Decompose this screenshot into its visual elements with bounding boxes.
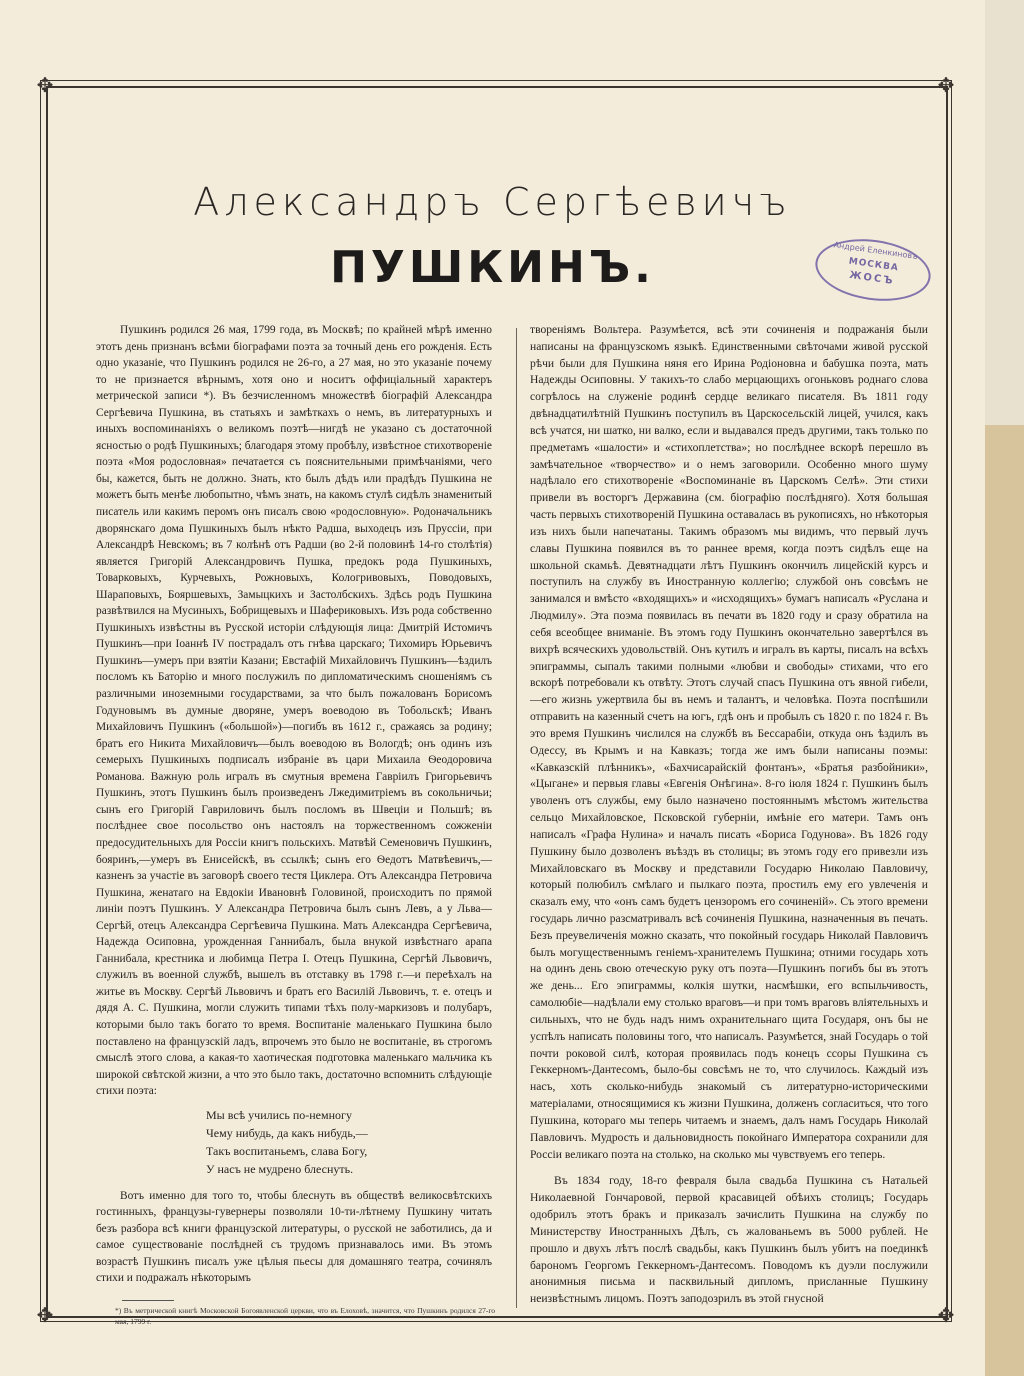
poem-line: Такъ воспитаньемъ, слава Богу, [206, 1143, 368, 1158]
poem-quote [206, 1106, 492, 1178]
left-text-column [96, 322, 492, 1287]
poem-line: Чему нибудь, да какъ нибудь,— [206, 1125, 368, 1140]
poem-line: У насъ не мудрено блеснуть. [206, 1161, 354, 1176]
right-paragraph-1: твореніямъ Вольтера. Разумѣется, всѣ эти сочиненія и подражанія были написаны на французскомъ языкѣ. Единственными свѣточами живой русской рѣчи были для Пушкина няня его Ирина Родіоновна и бабушка поэта, мать Надежды Осиповны. У такихъ-то слабо мерцающихъ огоньковъ роднаго слова согрѣлось на служеніе родинѣ сердце великаго писателя. Въ 1811 году двѣнадцатилѣтній Пушкинъ поступилъ въ Царскосельскій лицей, учился, какъ всѣ учатся, ни шатко, ни валко, если и выдавался предъ другими, такъ только по предметамъ «шалости» и «стихоплетства»; но послѣднее вскорѣ перешло въ замѣчательное «творчество» и о немъ заговорили. Особенно много шуму надѣлало его стихотвореніе «Воспоминаніе въ Царскомъ Селѣ». Эти стихи привели въ восторгъ Державина (см. біографію послѣдняго). Хотя большая часть первыхъ стихотвореній Пушкина оставалась въ рукописяхъ, но нѣкоторыя изъ нихъ были напечатаны. Такимъ образомъ мы видимъ, что первый лучъ славы Пушкина появился въ то раннее время, когда поэтъ сидѣлъ еще на школьной скамьѣ. Девятнадцати лѣтъ Пушкинъ окончилъ лицейскій курсъ и поступилъ на службу въ Иностранную коллегію; службой онъ совсѣмъ не занимался и вмѣсто «входящихъ» и «исходящихъ» бумагъ написалъ «Руслана и Людмилу». Эта поэма появилась въ печати въ 1820 году и сразу обратила на себя всеобщее вниманіе. Въ этомъ году Пушкинъ окончательно завертѣлся въ вихрѣ всяческихъ удовольствій. Онъ кутилъ и игралъ въ карты, писалъ на всѣхъ эпиграммы, сыпалъ такими полными «любви и свободы» стихами, что его вскорѣ потребовали къ отвѣту. Этотъ случай спасъ Пушкина отъ явной гибели,—его жизнь ужертвила бы въ немъ и талантъ, и человѣка. Поэта поспѣшили отправить на казенный счетъ на югъ, гдѣ онъ и пробылъ съ 1820 г. по 1824 г. Въ это время Пушкинъ числился на службѣ въ Бессарабіи, откуда онъ ѣздилъ въ Одессу, въ Крымъ и на Кавказъ; тогда же имъ были написаны поэмы: «Кавказскій плѣнникъ», «Бахчисарайскій фонтанъ», «Братья разбойники», «Цыгане» и первыя главы «Евгенія Онѣгина». 8-го іюля 1824 г. Пушкинъ былъ уволенъ отъ службы, ему было назначено постояннымъ мѣстомъ жительства сельцо Михайловское, Псковской губерніи, имѣніе его матери. Тамъ онъ написалъ «Графа Нулина» и началъ писать «Бориса Годунова». Въ 1826 году Пушкину было дозволенъ въѣздъ въ столицы; въ этомъ году его привезли изъ Михайловскаго въ Москву и представили Государю Николаю Павловичу, который полюбилъ смѣлаго и пылкаго поэта, простилъ ему его увлеченія и сказалъ ему, что «онъ самъ будетъ цензоромъ его сочиненій». Съ этого времени государь лично разсматривалъ всѣ сочиненія Пушкина, назначенныя въ печать. Безъ преувеличенія можно сказать, что покойный государь Николай Павловичъ былъ могущественнымъ геніемъ-хранителемъ Пушкина; отними государь хоть на одинъ день свою отеческую руку отъ поэта—Пушкинъ погибъ бы въ этотъ же день... Его эпиграммы, колкія шутки, насмѣшки, его вспыльчивость, самолюбіе—надѣлали ему столько враговъ—и при томъ враговъ вліятельныхъ и сильныхъ, что не будь надъ нимъ охранительнаго щита Государя, онъ бы не успѣлъ написать половины того, что написалъ. Разумѣется, знай Государь о той почти роковой силѣ, которая проявилась подъ конецъ ссоры Пушкина съ Геккерномъ-Дантесомъ, было-бы совсѣмъ не то, что случилось. Каждый изъ насъ, хоть сколько-нибудь знакомый съ литературно-историческими матеріалами, относящимися къ жизни Пушкина, долженъ согласиться, что того Пушкина, котораго мы теперь читаемъ и знаемъ, далъ намъ Государь Николай Павловичъ. Мудрость и дальновидность покойнаго Императора сохранили для Россіи великаго поэта на столько, на сколько мы чувствуемъ его теперь. [530, 323, 928, 1161]
corner-ornament-icon: ✥ [937, 73, 955, 97]
left-paragraph-2: Вотъ именно для того то, чтобы блеснуть въ обществѣ великосвѣтскихъ гостинныхъ, французы-гувернеры позволяли 10-ти-лѣтнему Пушкину читать безъ разбора всѣ книги французской литературы, о русской не заботились, да и самое существованіе послѣдней съ трудомъ признавалось ими. Въ этомъ возрастѣ Пушкинъ писалъ уже цѣлыя пьесы для домашняго театра, сочинялъ стихи и подражалъ нѣкоторымъ [96, 1189, 492, 1285]
right-text-column [530, 322, 928, 1308]
corner-ornament-icon: ✥ [36, 1303, 54, 1327]
corner-ornament-icon: ✥ [937, 1303, 955, 1327]
footnote-rule [122, 1300, 174, 1301]
right-paragraph-2: Въ 1834 году, 18-го февраля была свадьба Пушкина съ Натальей Николаевной Гончаровой, первой красавицей обѣихъ столицъ; Государь одобрилъ этотъ бракъ и приказалъ зачислить Пушкина на службу по Министерству Иностранныхъ Дѣлъ, съ жалованьемъ въ 5000 рублей. Не прошло и двухъ лѣтъ послѣ свадьбы, какъ Пушкинъ былъ убитъ на поединкѣ барономъ Георгомъ Геккерномъ-Дантесомъ. Поводомъ къ дуэли послужили анонимныя письма и пасквильный дипломъ, присланные Пушкину неизвѣстнымъ лицомъ. Поэтъ заподозрилъ въ этой гнусной [530, 1174, 928, 1306]
column-divider [516, 328, 517, 1308]
corner-ornament-icon: ✥ [36, 73, 54, 97]
stamp-city: МОСКВА [848, 256, 900, 274]
stamp-owner: Андрей Еленкиновъ [833, 240, 919, 262]
page-title-name: Александръ Сергѣевичъ [193, 180, 792, 224]
left-paragraph-1: Пушкинъ родился 26 мая, 1799 года, въ Москвѣ; по крайней мѣрѣ именно этотъ день признанъ всѣми біографами поэта за точный день его рожденія. Есть одно указаніе, что Пушкинъ родился не 26-го, а 27 мая, но это указаніе почему то не признается вѣрнымъ, хотя оно и носитъ оффиціальный характеръ метрической записи *). Въ безчисленномъ множествѣ біографій Александра Сергѣевича Пушкина, въ статьяхъ и замѣткахъ о немъ, въ литературныхъ и иныхъ воспоминаніяхъ о великомъ поэтѣ—нигдѣ не указано съ достаточной ясностью о родѣ Пушкиныхъ; благодаря этому пробѣлу, извѣстное стихотвореніе поэта «Моя родословная» печатается съ пояснительными примѣчаніями, чего бы, кажется, быть не должно. Знать, кто былъ дѣдъ или прадѣдъ Пушкина не можетъ быть менѣе любопытно, чѣмъ знать, на какомъ стулѣ сидѣлъ знаменитый писатель или какимъ перомъ онъ писалъ свою «родословную». Родоначальникъ дворянскаго дома Пушкиныхъ былъ нѣкто Радша, выходецъ изъ Пруссіи, при Александрѣ Невскомъ; въ 7 колѣнѣ отъ Радши (во 2-й половинѣ 14-го столѣтія) является Григорій Александровичъ Пушка, предокъ рода Пушкиныхъ, Товарковыхъ, Курчевыхъ, Рожновыхъ, Кологривовыхъ, Поводовыхъ, Шараповыхъ, Бояршевыхъ, Замыцкихъ и Застолбскихъ. Здѣсь родъ Пушкина развѣтвился на Мусиныхъ, Бобрищевыхъ и Шафериковыхъ. Изъ рода собственно Пушкиныхъ извѣстны въ Русской исторіи слѣдующія лица: Дмитрій Истомичъ Пушкинъ—при Іоаннѣ IV пострадалъ отъ гнѣва царскаго; Тихомиръ Юрьевичъ Пушкинъ—умеръ при взятіи Казани; Евстафій Михайловичъ Пушкинъ—ѣздилъ посломъ къ Баторію и много послужилъ по дипломатическимъ сношеніямъ съ различными иноземными государствами, за что былъ пожалованъ Борисомъ Годуновымъ въ думные дворяне, умеръ воеводою въ Тобольскѣ; Иванъ Михайловичъ Пушкинъ («большой»)—погибъ въ 1612 г., сражаясь за родину; братъ его Никита Михайловичъ—былъ воеводою въ Вологдѣ; онъ одинъ изъ семерыхъ Пушкиныхъ подписалъ избраніе въ цари Михаила Ѳеодоровича Романова. Важную роль игралъ въ смутныя времена Гавріилъ Григорьевичъ Пушкинъ, этотъ Пушкинъ былъ произведенъ Лжедимитріемъ въ сокольничьи; сынъ его Григорій Гавриловичъ былъ посломъ въ Швеціи и Польшѣ; въ послѣднее свое посольство онъ настоялъ на торжественномъ сожженіи предосудительныхъ для Россіи книгъ польскихъ. Матвѣй Семеновичъ Пушкинъ, бояринъ,—умеръ въ Енисейскѣ, въ ссылкѣ; сынъ его Ѳедотъ Матвѣевичъ,—казненъ за участіе въ заговорѣ своего тестя Циклера. Отъ Александра Петровича Пушкина, женатаго на Евдокіи Ивановнѣ Головиной, происходитъ по прямой линіи поэтъ Пушкинъ. У Александра Петровича былъ сынъ Левъ, а у Льва—Сергѣй, отецъ Александра Сергѣевича Пушкина. Мать Александра Сергѣевича, Надежда Осиповна, урожденная Ганнибалъ, была внукой извѣстнаго арапа Ганнибала, крестника и любимца Петра I. Отецъ Пушкина, Сергѣй Львовичъ, служилъ въ военной службѣ, вышелъ въ отставку въ 1798 г.—и переѣхалъ на житье въ Москву. Сергѣй Львовичъ и братъ его Василій Львовичъ, т. е. отецъ и дядя А. С. Пушкина, могли служить типами тѣхъ полу-маркизовъ и полубаръ, которыми было такъ богато то время. Воспитаніе маленькаго Пушкина было поставлено на французскій ладъ, впрочемъ это было не воспитаніе, въ строгомъ смыслѣ этого слова, а какая-то хаотическая подготовка маленькаго мальчика къ широкой свѣтской жизни, а что это было такъ, достаточно вспомнить слѣдующіе стихи поэта: [96, 324, 492, 1098]
footnote: *) Въ метрической книгѣ Московской Богоявленской церкви, что въ Елоховѣ, значится, что Пушкинъ родился 27-го мая, 1799 г. [115, 1306, 495, 1326]
stamp-mark: ЖОСЪ [848, 269, 896, 288]
poem-line: Мы всѣ учились по-немногу [206, 1107, 352, 1122]
binding-strip [985, 425, 1024, 1376]
page-title-surname: ПУШКИНЪ. [330, 242, 655, 293]
